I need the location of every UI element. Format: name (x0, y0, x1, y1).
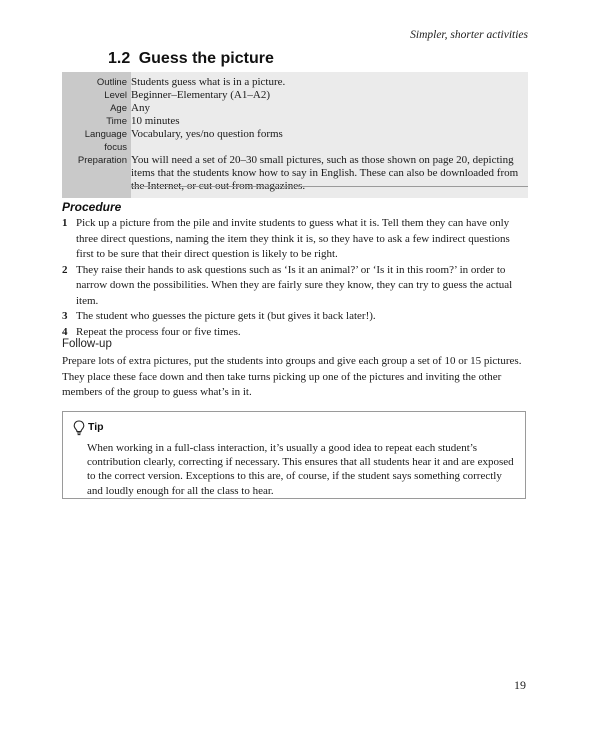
tip-label: Tip (88, 421, 104, 433)
step-number: 4 (62, 325, 68, 338)
procedure-step (62, 325, 530, 341)
step-text: Pick up a picture from the pile and invite students to guess what it is. Tell them they can have only three direct questions, naming the item they think it is, so they have to ask a few indirect questions first to be sure that their direct question is likely to be right. (76, 217, 510, 260)
procedure-heading: Procedure (62, 200, 122, 214)
tip-box (62, 411, 526, 499)
page-number: 19 (514, 678, 526, 692)
language-focus-value: Vocabulary, yes/no question forms (131, 128, 528, 154)
step-text: They raise their hands to ask questions such as ‘Is it an animal?’ or ‘Is it in this room?’ in order to narrow down the possibilities. When they are fairly sure they know, they can try to guess the actual item. (76, 263, 513, 307)
preparation-value: You will need a set of 20–30 small pictures, such as those shown on page 20, depicting items that the students know how to say in English. These can also be downloaded from the Internet, or cut out from magazines. (131, 154, 528, 198)
level-label: Level (62, 89, 131, 102)
time-row (62, 115, 528, 128)
procedure-step (62, 263, 530, 310)
step-text: The student who guesses the picture gets it (but gives it back later!). (76, 310, 376, 322)
section-number: 1.2 (108, 50, 131, 67)
language-focus-row (62, 128, 528, 154)
step-number: 2 (62, 263, 68, 276)
procedure-steps (62, 216, 530, 340)
procedure-step (62, 309, 530, 325)
running-head: Simpler, shorter activities (410, 29, 528, 41)
outline-row (62, 72, 528, 89)
age-value: Any (131, 102, 528, 115)
followup-heading: Follow-up (62, 338, 112, 350)
language-focus-label: Language focus (62, 128, 131, 154)
step-number: 3 (62, 310, 68, 322)
activity-outline-table (62, 72, 528, 198)
section-title (108, 50, 274, 68)
table-bottom-rule (131, 186, 528, 187)
step-number: 1 (62, 217, 68, 229)
level-row (62, 89, 528, 102)
time-label: Time (62, 115, 131, 128)
outline-label: Outline (62, 72, 131, 89)
section-title-text: Guess the picture (138, 50, 274, 67)
outline-value: Students guess what is in a picture. (131, 72, 528, 89)
procedure-step (62, 216, 530, 263)
level-value: Beginner–Elementary (A1–A2) (131, 89, 528, 102)
preparation-label: Preparation (62, 154, 131, 198)
followup-text: Prepare lots of extra pictures, put the students into groups and give each group a set of 10 or 15 pictures. They place these face down and then take turns picking up one of the pictures and inviting the other members of the group to guess what’s in it. (62, 355, 522, 398)
time-value: 10 minutes (131, 115, 528, 128)
lightbulb-icon (73, 420, 85, 436)
preparation-row (62, 154, 528, 198)
age-label: Age (62, 102, 131, 115)
tip-text: When working in a full-class interaction, it’s usually a good idea to repeat each student’s contribution clearly, correcting if necessary. This ensures that all students hear it and are exposed to the correct version. Exceptions to this are, of course, if the student says something correctly and loudly enough for all the class to hear. (87, 442, 514, 497)
step-text: Repeat the process four or five times. (76, 325, 241, 338)
age-row (62, 102, 528, 115)
